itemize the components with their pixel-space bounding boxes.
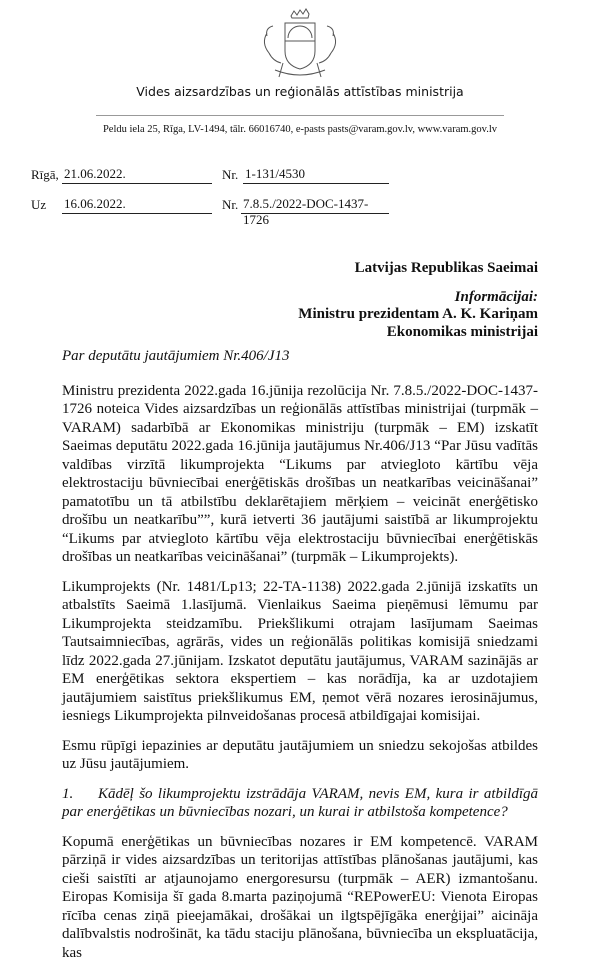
reference-date: 16.06.2022. <box>62 196 212 214</box>
question-text: Kādēļ šo likumprojektu izstrādāja VARAM, nevis EM, kura ir atbildīgā par enerģētikas un būvniecības nozari, un kurai ir atbilstoša kompetence? <box>62 785 538 820</box>
nr-label: Nr. <box>222 167 239 182</box>
uz-label: Uz <box>31 197 47 212</box>
place-label: Rīgā, <box>31 167 59 182</box>
answer-1: Kopumā enerģētikas un būvniecības nozares ir EM kompetencē. VARAM pārziņā ir vides aizsardzības un teritorijas attīstības plānošanas jautājumi, kas cieši saistīti ar atjaunojamo energoresursu (turpmāk – AER) izmantošanu. Eiropas Komisija šī gada 8.marta paziņojumā “REPowerEU: Vienota Eiropas rīcība cenas ziņā pieejamākai, drošākai un ilgtspējīgāka enerģijai” aicināja dalībvalstis nodrošināt, ka tādu staciju plānošana, būvniecība un ekspluatācija, kas <box>62 833 538 961</box>
paragraph-2: Likumprojekts (Nr. 1481/Lp13; 22-TA-1138) 2022.gada 2.jūnijā izskatīts un atbalstīts Saeimā 1.lasījumā. Vienlaikus Saeima pieņēmusi lēmumu par Likumprojekta steidzamību. Priekšlikumi otrajam lasījumam Saeimas Tautsaimniecības, agrārās, vides un reģionālās politikas komisijā sniedzami līdz 2022.gada 27.jūnijam. Izskatot deputātu jautājumus, VARAM sazinājās ar EM enerģētikas sektora ekspertiem – kas norādīja, ka ar uzdotajiem jautājumiem saistītus priekšlikumus EM, ņemot vērā nozares ierosinājumus, iesniegs Likumprojekta pilnveidošanas procesā atbildīgajai komisijai. <box>62 578 538 724</box>
header-divider <box>96 115 504 116</box>
uz-nr-label: Nr. <box>222 197 239 212</box>
question-number: 1. <box>62 785 74 802</box>
ministry-name: Vides aizsardzības un reģionālās attīstības ministrija <box>136 84 464 99</box>
question-1 <box>62 785 538 822</box>
subject-line: Par deputātu jautājumiem Nr.406/J13 <box>62 348 290 364</box>
letter-number: 1-131/4530 <box>243 166 389 184</box>
letter-body <box>62 347 538 973</box>
addressee-main: Latvijas Republikas Saeimai <box>354 260 538 276</box>
coat-of-arms-logo <box>255 8 345 82</box>
info-label: Informācijai: <box>454 289 538 305</box>
addressee-economics-ministry: Ekonomikas ministrijai <box>386 324 538 340</box>
paragraph-1: Ministru prezidenta 2022.gada 16.jūnija rezolūcija Nr. 7.8.5./2022-DOC-1437-1726 noteica Vides aizsardzības un reģionālās attīstības ministrijai (turpmāk – VARAM) sadarbībā ar Ekonomikas ministriju (turpmāk – EM) izskatīt Saeimas deputātu 2022.gada 16.jūnija jautājumus Nr.406/J13 “Par Jūsu vadītās valdības virzītā likumprojekta “Likums par atvieglotо kārtību vēja elektrostaciju būvniecībai enerģētiskās drošības un neatkarības veicināšanai” pamatotību un tā atbilstību deklarētajiem mērķiem – veicināt enerģētisko drošību un neatkarību””, kurā ietverti 36 jautājumi saistībā ar likumprojektu “Likums par atvieglotо kārtību vēja elektrostaciju būvniecībai enerģētiskās drošības un neatkarības veicināšanai” (turpmāk – Likumprojekts). <box>62 382 538 565</box>
ministry-address: Peldu iela 25, Rīga, LV-1494, tālr. 66016740, e-pasts pasts@varam.gov.lv, www.varam.gov.lv <box>102 124 498 135</box>
reference-number: 7.8.5./2022-DOC-1437-1726 <box>241 196 389 214</box>
letter-date: 21.06.2022. <box>62 166 212 184</box>
paragraph-3: Esmu rūpīgi iepazinies ar deputātu jautājumiem un sniedzu sekojošas atbildes uz Jūsu jautājumiem. <box>62 737 538 772</box>
addressee-prime-minister: Ministru prezidentam A. K. Kariņam <box>298 306 538 322</box>
